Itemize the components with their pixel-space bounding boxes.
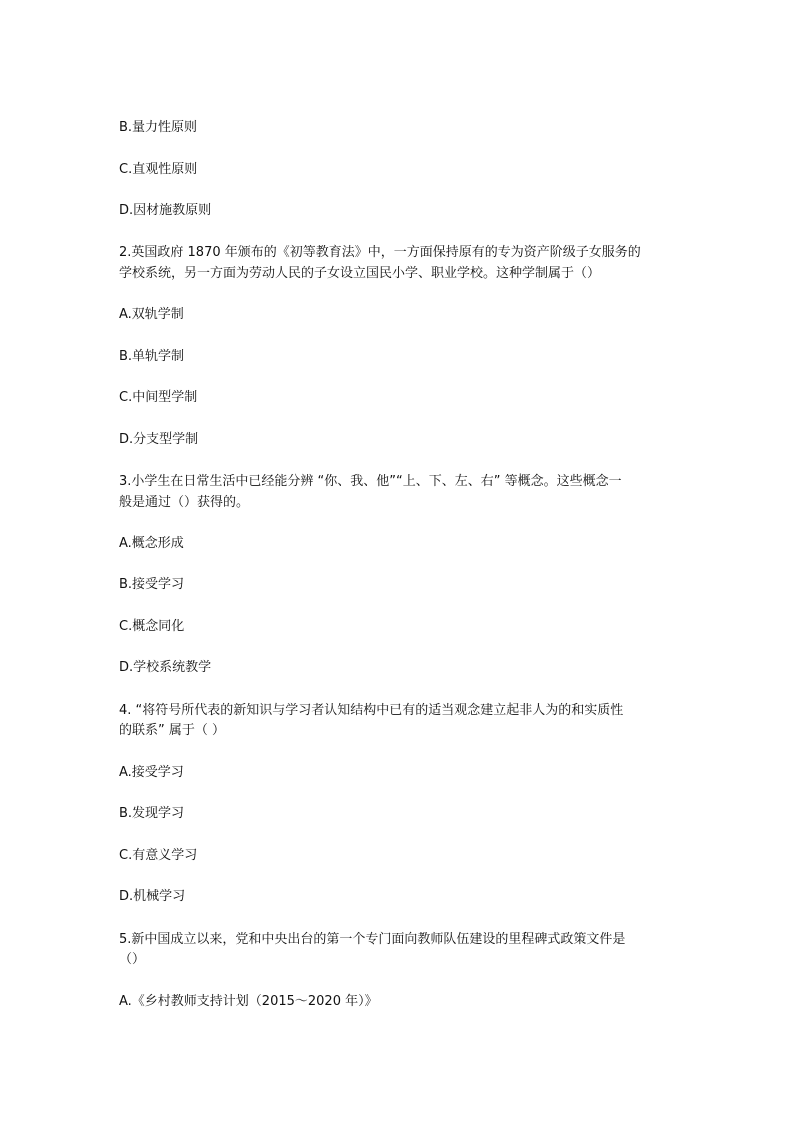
option-line: D.分支型学制 [119, 432, 199, 447]
option-line: A.双轨学制 [119, 307, 184, 322]
option-line: D.因材施教原则 [119, 203, 212, 218]
question-text-line: 2.英国政府 1870 年颁布的《初等教育法》中，一方面保持原有的专为资产阶级子女服务的 [119, 245, 641, 260]
option-line: C.中间型学制 [119, 390, 198, 405]
option-line: B.发现学习 [119, 806, 185, 821]
option-line: B.量力性原则 [119, 120, 198, 135]
question-text-line: 5.新中国成立以来，党和中央出台的第一个专门面向教师队伍建设的里程碑式政策文件是 [119, 932, 626, 947]
question-text-line: （） [119, 952, 146, 967]
question-text-line: 学校系统，另一方面为劳动人民的子女设立国民小学、职业学校。这种学制属于（） [119, 266, 601, 281]
option-line: B.单轨学制 [119, 349, 185, 364]
option-line: C.概念同化 [119, 619, 185, 634]
question-text-line: 3.小学生在日常生活中已经能分辨 “你、我、他”“上、下、左、右” 等概念。这些概念一 [119, 474, 622, 489]
option-line: C.有意义学习 [119, 848, 198, 863]
option-line: A.接受学习 [119, 765, 184, 780]
option-line: D.学校系统教学 [119, 660, 212, 675]
question-text-line: 4. “将符号所代表的新知识与学习者认知结构中已有的适当观念建立起非人为的和实质性 [119, 703, 624, 718]
option-line: A.《乡村教师支持计划（2015～2020 年）》 [119, 994, 378, 1009]
option-line: D.机械学习 [119, 889, 186, 904]
option-line: C.直观性原则 [119, 162, 198, 177]
question-text-line: 般是通过（）获得的。 [119, 495, 250, 510]
option-line: A.概念形成 [119, 536, 184, 551]
question-text-line: 的联系” 属于（ ） [119, 723, 225, 738]
option-line: B.接受学习 [119, 577, 185, 592]
